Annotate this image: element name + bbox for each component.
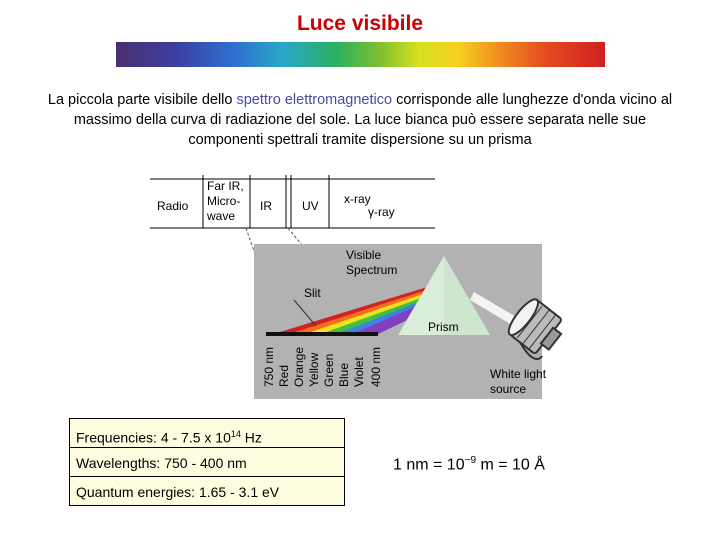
band-ir: IR <box>260 199 272 213</box>
frequencies-unit: Hz <box>240 429 262 446</box>
energies-box <box>69 476 345 506</box>
visible-label-2: Spectrum <box>346 263 398 277</box>
intro-text-1: La piccola parte visibile dello <box>47 92 237 108</box>
color-label-green: Green <box>322 353 336 387</box>
color-label-yellow: Yellow <box>307 352 321 387</box>
band-xray: x-ray <box>344 192 371 206</box>
wavelengths-text: Wavelengths: 750 - 400 nm <box>76 455 247 471</box>
em-band-table <box>150 175 435 228</box>
color-label-400nm: 400 nm <box>369 346 383 387</box>
prism-label: Prism <box>428 320 459 334</box>
source-label-2: source <box>490 382 527 396</box>
unit-equation <box>393 455 545 474</box>
prism-dispersion-diagram <box>148 172 588 407</box>
color-label-750nm: 750 nm <box>262 346 276 387</box>
band-uv: UV <box>302 199 319 213</box>
band-gamma: γ-ray <box>368 205 395 219</box>
color-label-red: Red <box>277 364 291 387</box>
em-spectrum-link[interactable]: spettro elettromagnetico <box>236 92 393 108</box>
frequencies-box <box>69 418 345 448</box>
equation-part-2: m = 10 Å <box>476 456 545 474</box>
page-title: Luce visibile <box>296 12 424 35</box>
visible-label-1: Visible <box>346 248 382 262</box>
spectrum-color-bar <box>116 42 605 67</box>
band-far-ir-2: Micro- <box>207 194 241 208</box>
intro-text-2: corrisponde alle lunghezze d'onda vicino al massimo della curva di radiazione del sole. La luce bianca può essere separata nelle sue componenti spettrali tramite dispersione su un prisma <box>73 92 673 148</box>
energies-text: Quantum energies: 1.65 - 3.1 eV <box>76 484 280 500</box>
equation-exponent: −9 <box>464 455 477 466</box>
intro-paragraph <box>40 90 680 150</box>
slit-label: Slit <box>304 286 321 300</box>
frequencies-prefix: Frequencies: 4 - 7.5 x 10 <box>76 429 231 446</box>
band-far-ir-3: wave <box>207 209 236 223</box>
slit-screen <box>266 332 378 336</box>
color-label-orange: Orange <box>292 346 306 387</box>
equation-part-1: 1 nm = 10 <box>393 456 465 474</box>
band-radio: Radio <box>157 199 189 213</box>
color-label-blue: Blue <box>337 362 351 387</box>
color-label-violet: Violet <box>352 357 366 387</box>
frequencies-exponent: 14 <box>230 429 241 439</box>
wavelengths-box <box>69 447 345 477</box>
source-label-1: White light <box>490 367 547 381</box>
band-far-ir-1: Far IR, <box>207 179 244 193</box>
